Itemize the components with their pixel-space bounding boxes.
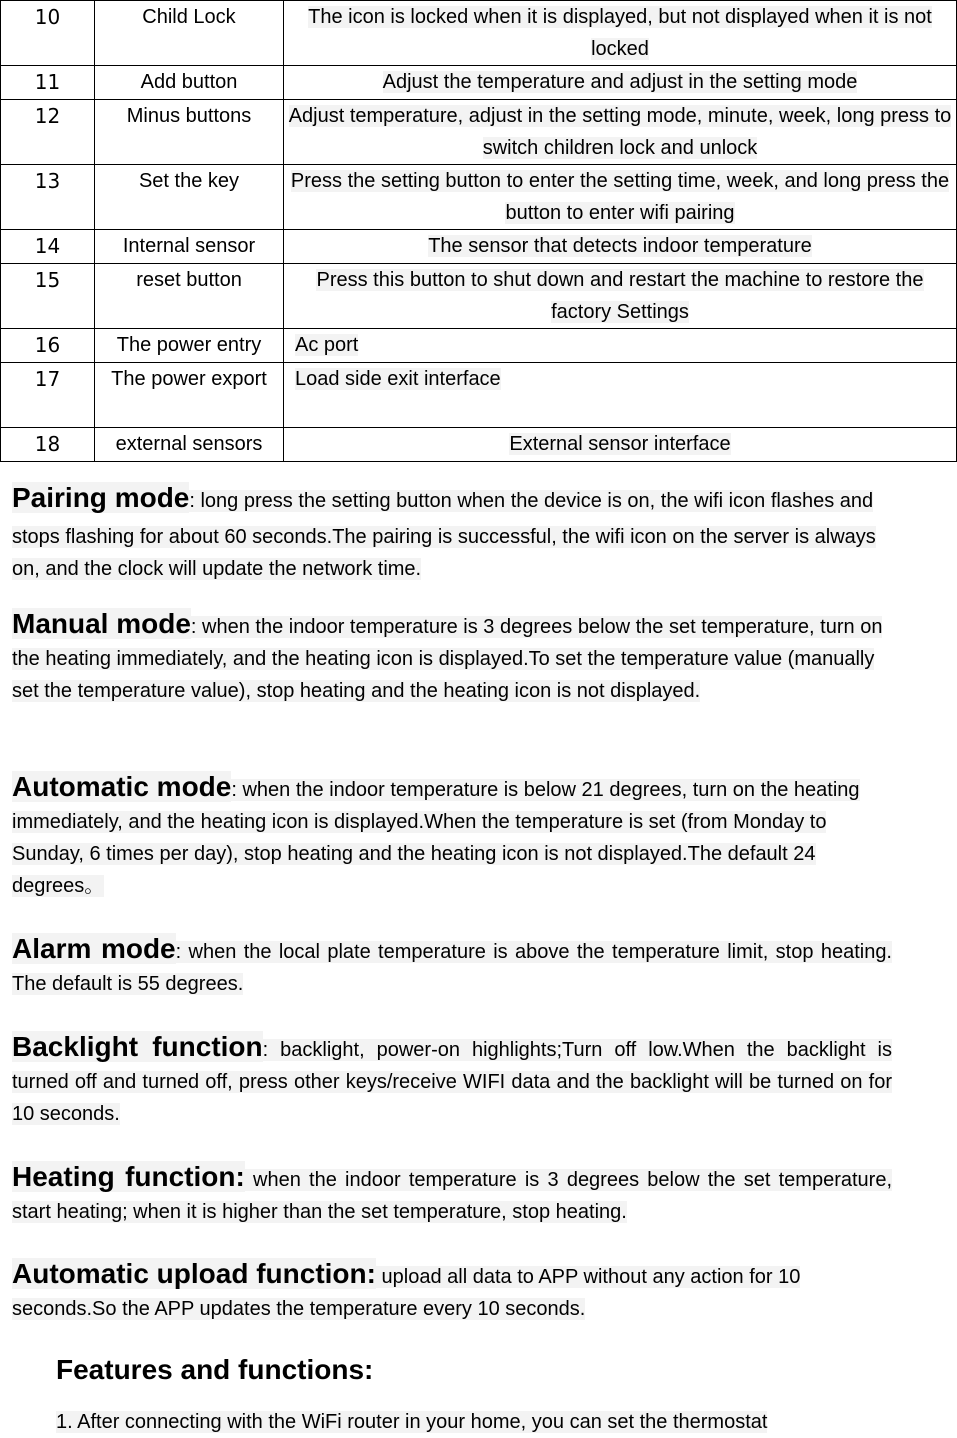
section-heading: Alarm mode — [12, 933, 176, 964]
component-name: external sensors — [95, 428, 284, 462]
description-text: Ac port — [295, 334, 359, 356]
section-text: : when the local plate temperature is above the temperature limit, stop heating. The default is 55 degrees. — [12, 941, 892, 995]
table-row — [1, 363, 957, 428]
table-row — [1, 165, 957, 230]
section-text: : when the indoor temperature is below 21 degrees, turn on the heating immediately, and the heating icon is displayed.When the temperature is set (from Monday to Sunday, 6 times per day), stop heating and the heating icon is not displayed.The default 24 degrees。 — [12, 779, 860, 897]
row-number: 14 — [1, 230, 95, 264]
component-description — [284, 264, 957, 329]
component-description — [284, 329, 957, 363]
component-description — [284, 165, 957, 230]
table-row — [1, 230, 957, 264]
table-row — [1, 100, 957, 165]
section-heading: Automatic upload function: — [12, 1258, 376, 1289]
section-alarm-mode — [12, 933, 892, 1000]
component-description — [284, 363, 957, 428]
row-number: 18 — [1, 428, 95, 462]
description-text: Adjust the temperature and adjust in the setting mode — [382, 71, 858, 93]
section-text: : when the indoor temperature is 3 degrees below the set temperature, turn on the heating immediately, and the heating icon is displayed.To set the temperature value (manually set the temperature value), stop heating and the heating icon is not displayed. — [12, 616, 883, 702]
component-description — [284, 428, 957, 462]
table-row — [1, 428, 957, 462]
section-backlight-function — [12, 1031, 892, 1130]
section-heating-function — [12, 1161, 892, 1228]
description-text: Adjust temperature, adjust in the setting mode, minute, week, long press to switch children lock and unlock — [288, 105, 952, 159]
table-row — [1, 1, 957, 66]
row-number: 15 — [1, 264, 95, 329]
component-name: The power entry — [95, 329, 284, 363]
section-text: when the indoor temperature is 3 degrees below the set temperature, start heating; when it is higher than the set temperature, stop heating. — [12, 1169, 892, 1223]
description-text: External sensor interface — [509, 433, 731, 455]
component-description — [284, 66, 957, 100]
section-heading: Backlight function — [12, 1031, 263, 1062]
section-heading: Pairing mode — [12, 482, 190, 513]
component-description — [284, 230, 957, 264]
component-name: Child Lock — [95, 1, 284, 66]
section-automatic-upload-function — [12, 1258, 892, 1325]
description-text: The icon is locked when it is displayed, but not displayed when it is not locked — [308, 6, 932, 60]
table-row — [1, 66, 957, 100]
component-name: Add button — [95, 66, 284, 100]
section-heading: Heating function: — [12, 1161, 245, 1192]
row-number: 13 — [1, 165, 95, 230]
component-name: Internal sensor — [95, 230, 284, 264]
section-manual-mode — [12, 608, 892, 707]
description-text: The sensor that detects indoor temperature — [428, 235, 812, 257]
component-description — [284, 100, 957, 165]
section-text: upload all data to APP without any action for 10 seconds.So the APP updates the temperature every 10 seconds. — [12, 1266, 801, 1320]
description-text: Press this button to shut down and restart the machine to restore the factory Settings — [316, 269, 924, 323]
section-text: : long press the setting button when the device is on, the wifi icon flashes and stops flashing for about 60 seconds.The pairing is successful, the wifi icon on the server is always on, and the clock will update the network time. — [12, 490, 876, 580]
description-text: Load side exit interface — [295, 368, 501, 390]
component-name: Set the key — [95, 165, 284, 230]
features-title: Features and functions: — [56, 1354, 374, 1385]
section-text: : backlight, power-on highlights;Turn off low.When the backlight is turned off and turned off, press other keys/receive WIFI data and the backlight will be turned on for 10 seconds. — [12, 1039, 892, 1125]
row-number: 12 — [1, 100, 95, 165]
table-row — [1, 264, 957, 329]
row-number: 10 — [1, 1, 95, 66]
description-text: Press the setting button to enter the setting time, week, and long press the button to enter wifi pairing — [290, 170, 950, 224]
section-pairing-mode — [12, 478, 892, 585]
section-automatic-mode — [12, 771, 892, 902]
component-name: Minus buttons — [95, 100, 284, 165]
section-heading: Automatic mode — [12, 771, 232, 802]
component-name: reset button — [95, 264, 284, 329]
row-number: 11 — [1, 66, 95, 100]
component-description — [284, 1, 957, 66]
features-item-text: 1. After connecting with the WiFi router in your home, you can set the thermostat — [56, 1411, 768, 1433]
row-number: 17 — [1, 363, 95, 428]
component-name: The power export — [95, 363, 284, 428]
section-heading: Manual mode — [12, 608, 191, 639]
row-number: 16 — [1, 329, 95, 363]
table-row — [1, 329, 957, 363]
features-item-1 — [56, 1406, 946, 1438]
spec-table — [0, 0, 957, 462]
